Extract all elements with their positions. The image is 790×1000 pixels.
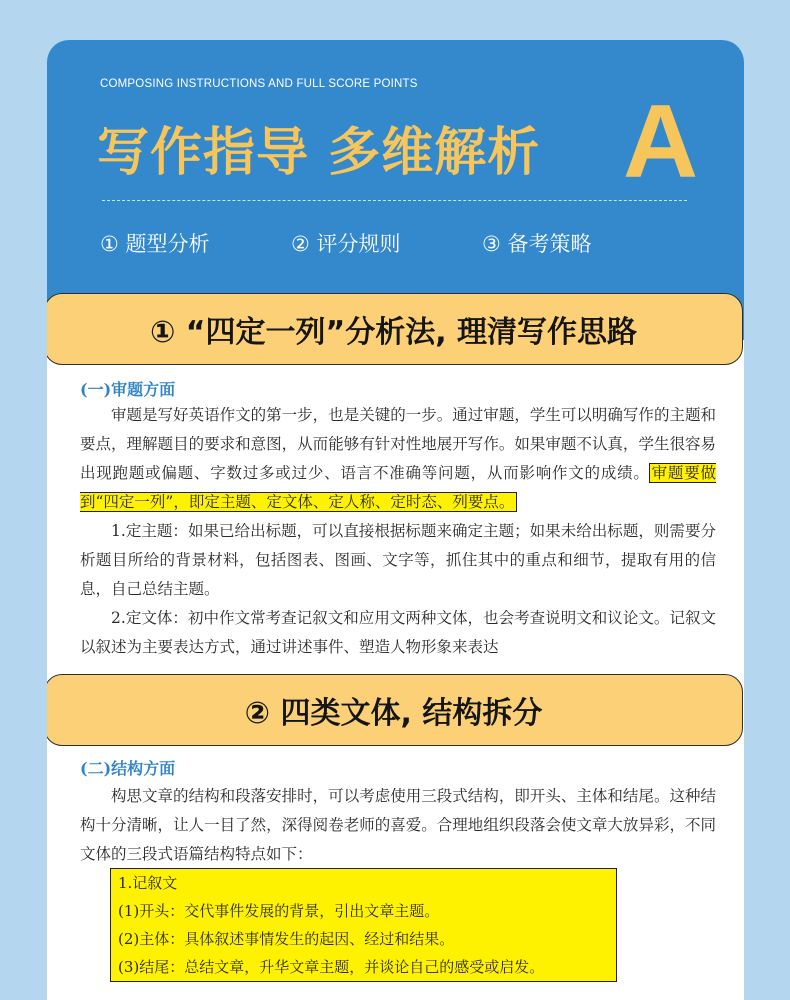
subtopic-1: ① 题型分析 [100,232,210,256]
section-2-body [80,782,716,869]
hero-subtopics [100,228,592,258]
section-1-band: ① “四定一列”分析法, 理清写作思路 [47,293,743,365]
section-1-paragraph-1 [80,401,716,517]
box-line: (2)主体：具体叙述事情发生的起因、经过和结果。 [118,930,455,948]
section-2-heading: (二)结构方面 [80,759,176,778]
hero-divider [102,200,687,201]
hero-letter: A [623,84,699,200]
narrative-structure-box [110,868,617,982]
box-line: (1)开头：交代事件发展的背景，引出文章主题。 [118,902,440,920]
section-2-paragraph-1: 构思文章的结构和段落安排时，可以考虑使用三段式结构，即开头、主体和结尾。这种结构十分清晰，让人一目了然，深得阅卷老师的喜爱。合理地组织段落会使文章大放异彩，不同文体的三段式语篇结构特点如下： [80,787,716,863]
highlight-note: 审题要做到“四定一列”，即定主题、定文体、定人称、定时态、列要点。 [80,464,716,511]
hero-eyebrow: COMPOSING INSTRUCTIONS AND FULL SCORE POINTS [100,78,418,90]
box-line: (3)结尾：总结文章，升华文章主题，并谈论自己的感受或启发。 [118,958,545,976]
section-2-band: ② 四类文体, 结构拆分 [47,674,743,746]
content-card [47,40,744,1000]
subtopic-3: ③ 备考策略 [482,232,592,256]
section-1-body [80,401,716,669]
section-1-heading: (一)审题方面 [80,380,176,399]
subtopic-2: ② 评分规则 [291,232,401,256]
section-1-paragraph-3: 2.定文体：初中作文常考查记叙文和应用文两种文体，也会考查说明文和议论文。记叙文以叙述为主要表达方式，通过讲述事件、塑造人物形象来表达 [80,609,716,656]
paragraph-text: 审题是写好英语作文的第一步，也是关键的一步。通过审题，学生可以明确写作的主题和要点，理解题目的要求和意图，从而能够有针对性地展开写作。如果审题不认真，学生很容易出现跑题或偏题、字数过多或过少、语言不准确等问题，从而影响作文的成绩。 [80,406,716,482]
section-1-paragraph-2: 1.定主题：如果已给出标题，可以直接根据标题来确定主题；如果未给出标题，则需要分析题目所给的背景材料，包括图表、图画、文字等，抓住其中的重点和细节，提取有用的信息，自己总结主题。 [80,522,716,598]
hero-title: 写作指导 多维解析 [97,123,541,183]
box-line: 1.记叙文 [118,874,178,892]
